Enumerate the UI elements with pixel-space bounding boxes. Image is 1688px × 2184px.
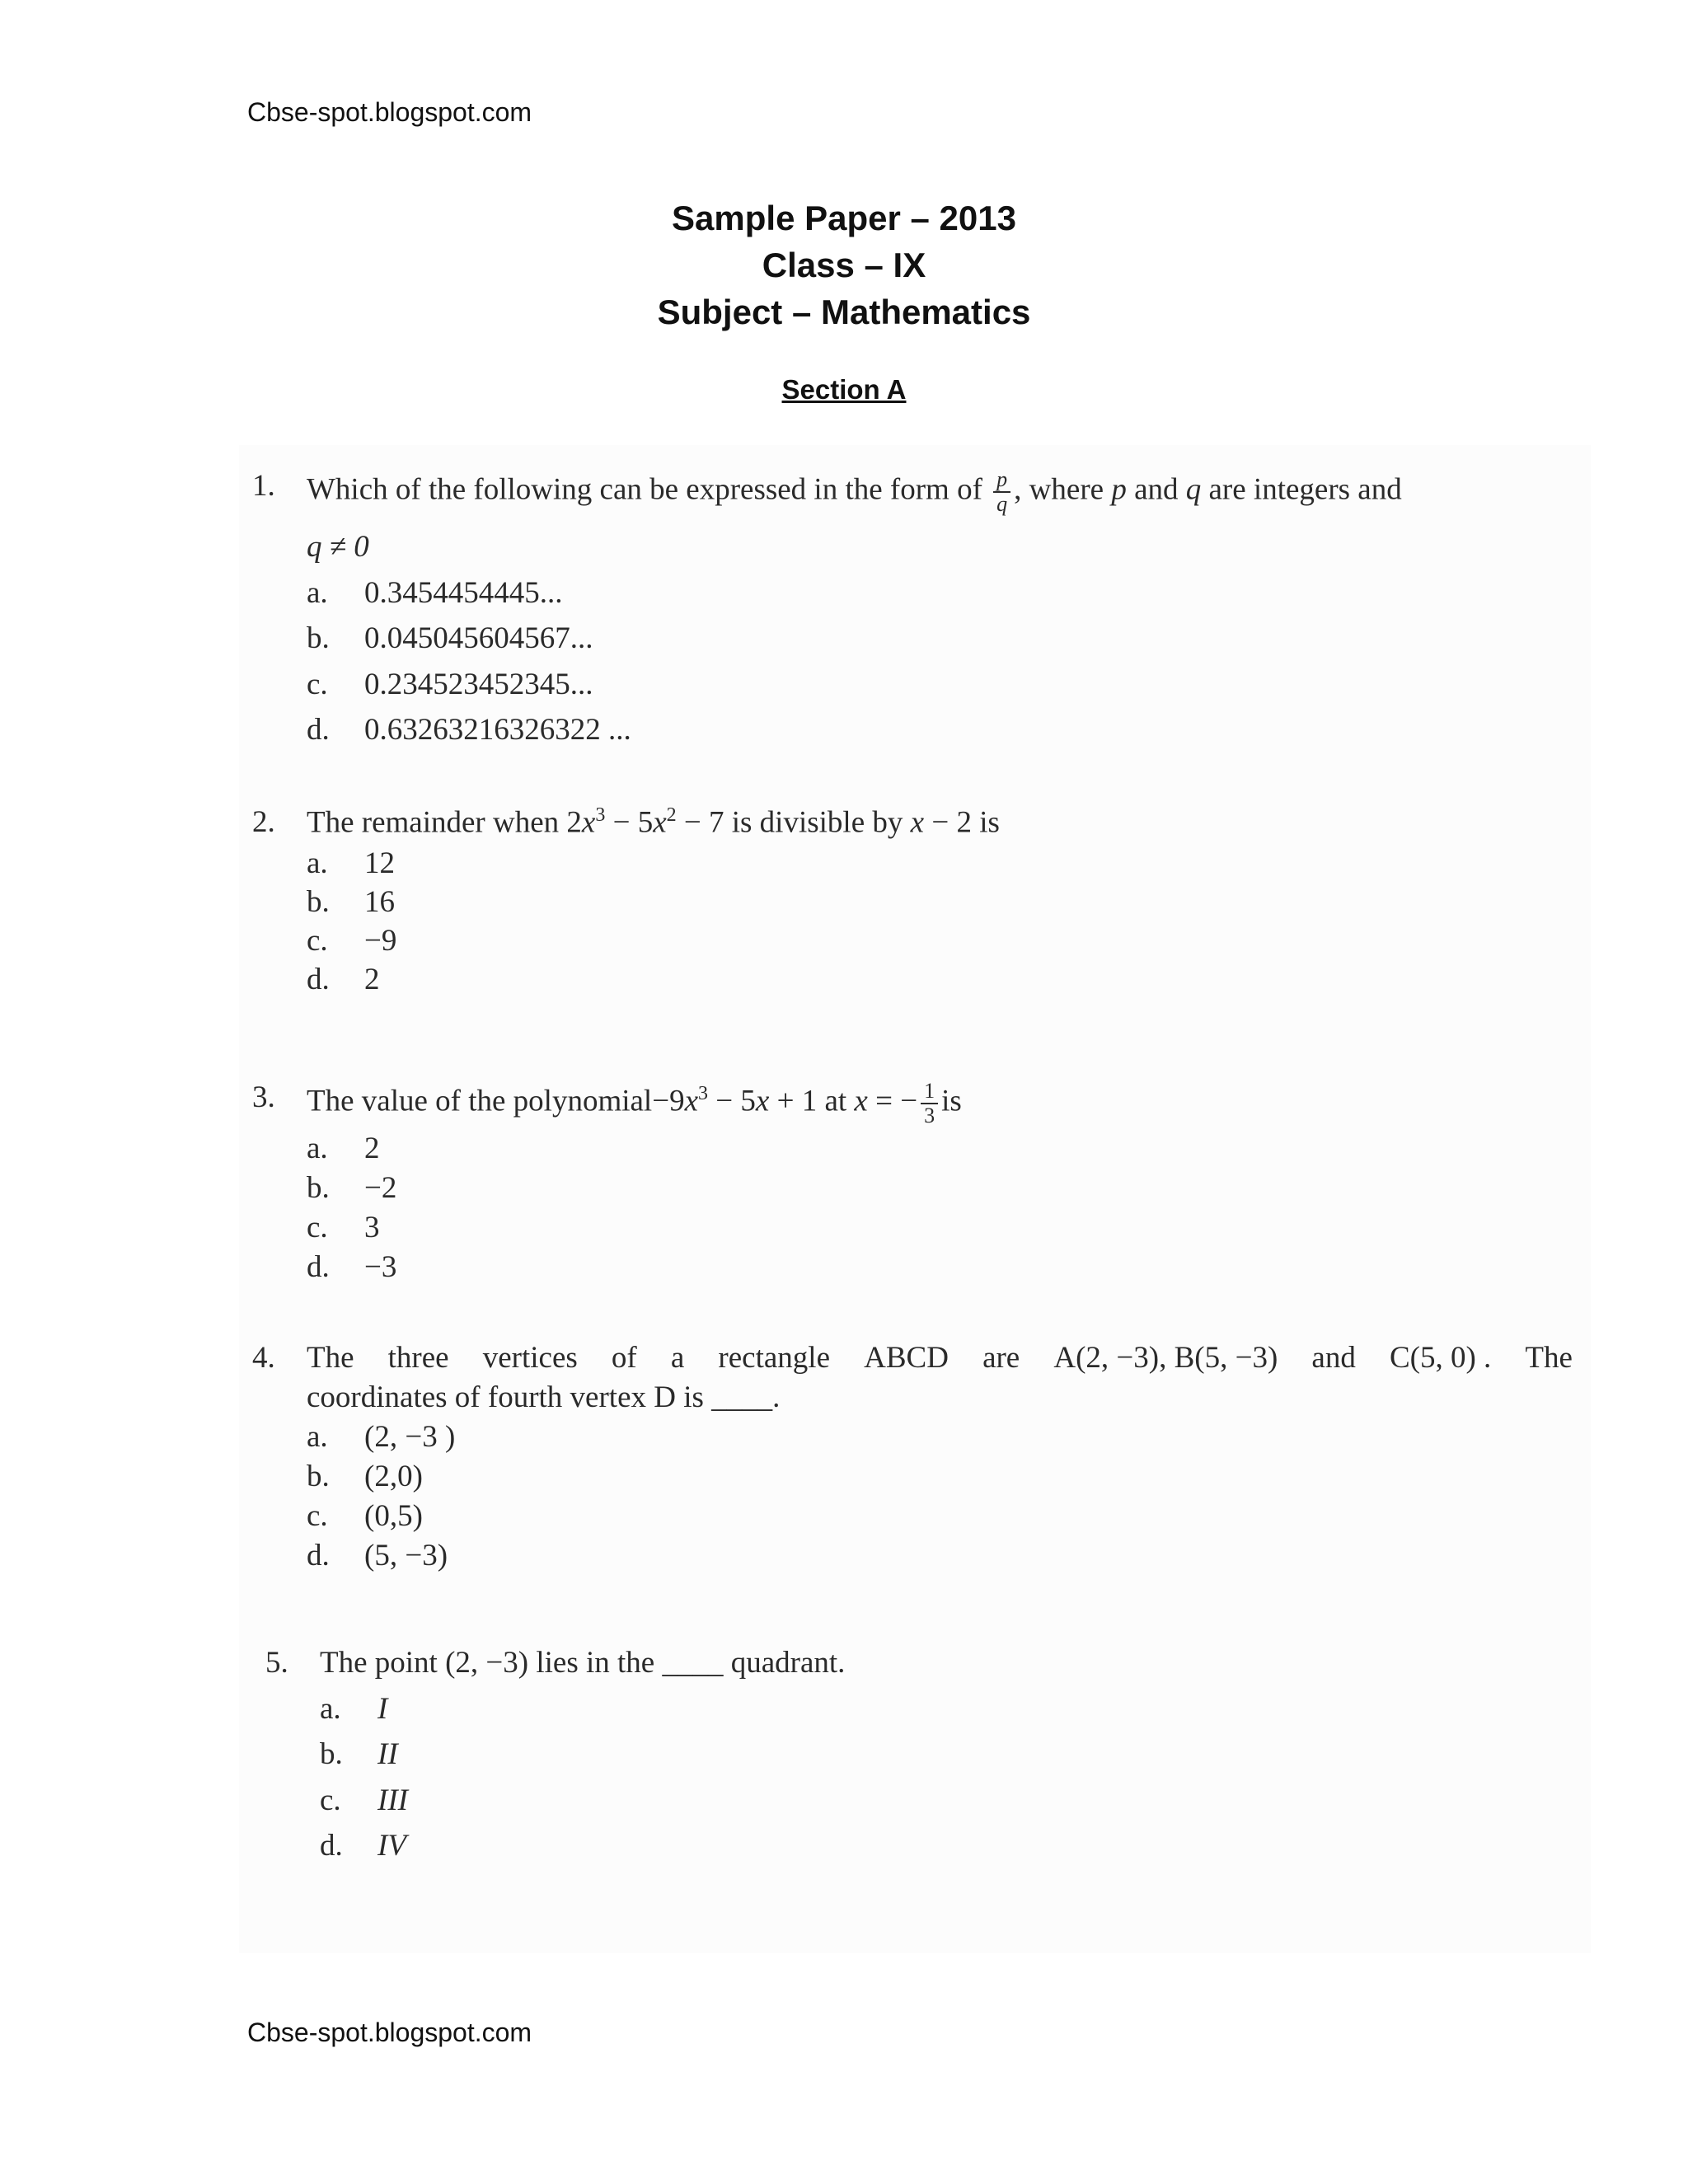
question-text-line-2: coordinates of fourth vertex D is ____. xyxy=(307,1380,781,1414)
option-d: d. 2 xyxy=(307,963,380,996)
option-a: a. 2 xyxy=(307,1132,380,1165)
option-a: a. I xyxy=(320,1692,388,1726)
option-c: c. −9 xyxy=(307,924,397,958)
option-d: d. (5, −3) xyxy=(307,1539,448,1572)
fraction-p-over-q: $\frac{p}{q}$ xyxy=(993,468,1010,516)
question-text: Which of the following can be expressed in the form of $\frac{p}{q}$ , where p and q are integers and xyxy=(307,467,1402,516)
option-b: b. −2 xyxy=(307,1171,397,1205)
option-a: a. 12 xyxy=(307,846,395,880)
question-number: 2. xyxy=(252,805,275,839)
option-b: b. 0.045045604567... xyxy=(307,621,593,655)
option-d: d. −3 xyxy=(307,1250,397,1284)
question-number: 1. xyxy=(252,469,275,503)
option-d: d. IV xyxy=(320,1829,406,1863)
question-text: The value of the $polynomial-9x^3 - 5x + 1$ at x = − $\frac{1}{3}$ is xyxy=(307,1079,962,1127)
section-title: Section A xyxy=(781,374,907,405)
option-a: a. 0.3454454445... xyxy=(307,576,563,610)
option-b: b. II xyxy=(320,1737,398,1771)
title-line-3: Subject – Mathematics xyxy=(657,293,1031,331)
option-b: b. 16 xyxy=(307,885,395,919)
question-text: The remainder when $2x^3 - 5x^2 - 7$ is divisible by x − 2 is xyxy=(307,804,1000,840)
title-line-1: Sample Paper – 2013 xyxy=(672,199,1016,237)
site-header: Cbse-spot.blogspot.com xyxy=(247,97,532,127)
option-c: c. (0,5) xyxy=(307,1499,423,1533)
question-text-line-2: q ≠ 0 xyxy=(307,530,369,564)
question-number: 5. xyxy=(265,1646,288,1680)
question-number: 3. xyxy=(252,1080,275,1114)
question-number: 4. xyxy=(252,1341,275,1375)
question-text: The point (2, −3) lies in the ____ quadrant. xyxy=(320,1646,846,1680)
option-c: c. III xyxy=(320,1783,408,1817)
option-a: a. (2, −3 ) xyxy=(307,1420,456,1454)
question-text: The three vertices of a rectangle ABCD are A(2, −3), B(5, −3) and C(5, 0) . The xyxy=(307,1341,1573,1375)
paper-title xyxy=(0,194,1688,335)
option-c: c. 0.234523452345... xyxy=(307,668,593,701)
option-c: c. 3 xyxy=(307,1211,380,1244)
site-footer: Cbse-spot.blogspot.com xyxy=(247,2018,532,2047)
option-d: d. 0.63263216326322 ... xyxy=(307,713,631,747)
option-b: b. (2,0) xyxy=(307,1460,423,1493)
title-line-2: Class – IX xyxy=(762,246,926,284)
fraction-one-third: $\frac{1}{3}$ xyxy=(921,1080,938,1127)
